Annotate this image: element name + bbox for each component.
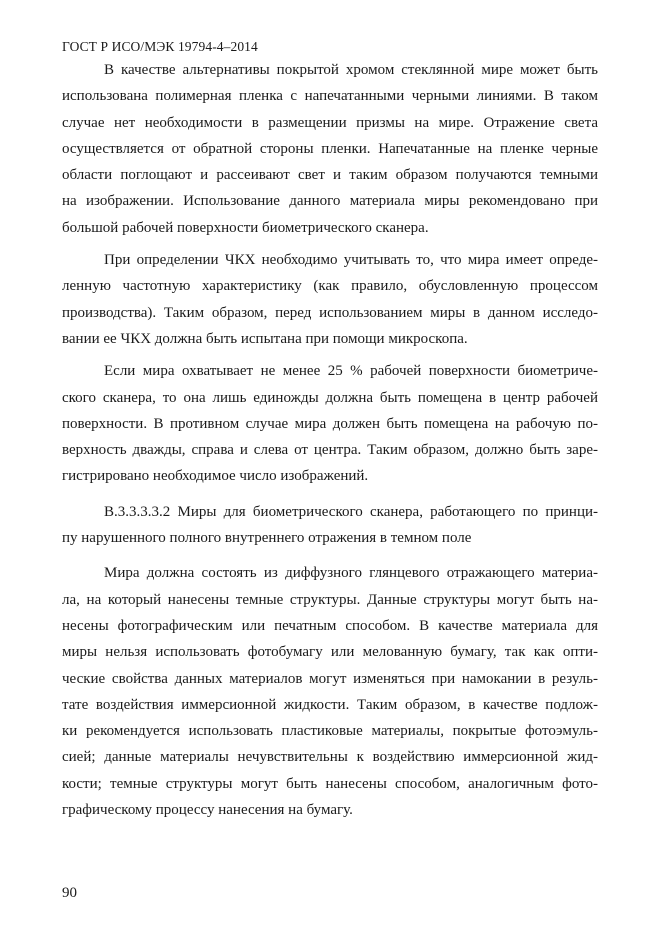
text-line: графическому процессу нанесения на бумагу. [62,802,353,819]
standard-header: ГОСТ Р ИСО/МЭК 19794-4–2014 [62,39,258,54]
text-line: поверхности. В противном случае мира должен быть помещена на рабочую по- [62,415,598,432]
text-line: ки рекомендуется использовать пластиковые материалы, покрытые фотоэмуль- [62,723,598,740]
text-line: При определении ЧКХ необходимо учитывать то, что мира имеет опреде- [104,252,598,269]
text-line: миры нельзя использовать фотобумагу или мелованную бумагу, так как опти- [62,644,598,661]
text-line: В качестве альтернативы покрытой хромом стеклянной мире может быть [104,62,598,78]
section-heading-b33332 [62,499,598,552]
text-line: Если мира охватывает не менее 25 % рабочей поверхности биометриче- [104,363,598,380]
text-line: несены фотографическим или печатным способом. В качестве материала для [62,617,598,634]
text-line: кости; темные структуры могут быть нанесены способом, аналогичным фото- [62,775,598,792]
text-line: В.3.3.3.3.2 Миры для биометрического сканера, работающего по принци- [104,503,598,520]
text-line: пу нарушенного полного внутреннего отражения в темном поле [62,530,472,547]
paragraph-gap [62,551,598,560]
body-text [62,57,598,823]
text-line: случае нет необходимости в размещении призмы на мире. Отражение света [62,114,598,131]
page-number: 90 [62,885,77,901]
text-line: использована полимерная пленка с напечатанными черными линиями. В таком [62,88,598,105]
paragraph-gap [62,490,598,499]
text-line: ленную частотную характеристику (как правило, обусловленную процессом [62,278,598,295]
paragraph-diffuse-material [62,560,598,823]
text-line: тате воздействия иммерсионной жидкости. Таким образом, в качестве подлож- [62,696,598,713]
text-line: гистрировано необходимое число изображений. [62,468,369,485]
text-line: области поглощают и рассеивают свет и таким образом получаются темными [62,167,598,184]
text-line: верхность дважды, справа и слева от центра. Таким образом, должно быть заре- [62,442,598,459]
text-line: ского сканера, то она лишь единожды должна быть помещена в центр рабочей [62,389,598,406]
paragraph-mtf [62,247,598,352]
text-line: осуществляется от обратной стороны пленки. Напечатанные на пленке черные [62,140,598,157]
text-line: вании ее ЧКХ должна быть испытана при помощи микроскопа. [62,330,468,347]
text-line: сией; данные материалы нечувствительны к воздействию иммерсионной жид- [62,749,598,766]
text-line: на изображении. Использование данного материала миры рекомендовано при [62,193,598,210]
text-line: Мира должна состоять из диффузного глянцевого отражающего материа- [104,565,598,582]
paragraph-alternative-film [62,57,598,241]
text-line: ческие свойства данных материалов могут изменяться при намокании в резуль- [62,670,598,687]
text-line: ла, на который нанесены темные структуры. Данные структуры могут быть на- [62,591,598,608]
text-line: производства). Таким образом, перед использованием миры в данном исследо- [62,304,598,321]
paragraph-coverage [62,358,598,489]
text-line: большой рабочей поверхности биометрического сканера. [62,219,429,236]
